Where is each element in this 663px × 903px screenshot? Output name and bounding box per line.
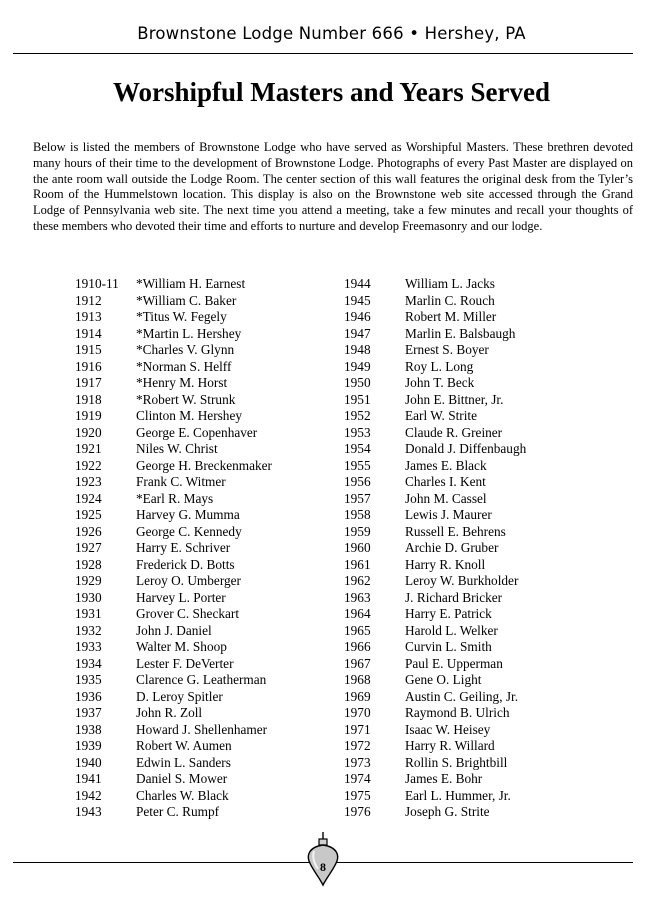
master-name: Robert W. Aumen [136,738,232,753]
master-year: 1947 [344,325,371,341]
master-year: 1912 [75,292,102,308]
master-row [75,689,272,706]
master-year: 1930 [75,589,102,605]
master-name: Leroy W. Burkholder [405,573,519,588]
master-row [75,755,272,772]
master-name: Donald J. Diffenbaugh [405,441,527,456]
master-row [344,722,526,739]
master-name: John E. Bittner, Jr. [405,391,504,407]
master-row [75,540,272,557]
master-year: 1942 [75,787,102,803]
master-name: *Titus W. Fegely [136,309,227,324]
master-year: 1922 [75,457,102,473]
master-name: John R. Zoll [136,705,203,720]
master-name: *William H. Earnest [136,276,246,291]
master-year: 1968 [344,672,371,687]
master-year: 1925 [75,507,102,522]
master-year: 1975 [344,787,371,803]
master-name: George C. Kennedy [136,523,242,539]
master-name: Paul E. Upperman [405,655,503,671]
master-row [344,755,526,772]
master-year: 1918 [75,391,102,407]
master-row [344,425,526,442]
master-year: 1916 [75,358,102,374]
master-row [344,392,526,409]
master-name: Archie D. Gruber [405,540,499,555]
master-row [75,491,272,508]
master-row [344,639,526,656]
master-year: 1960 [344,540,371,555]
master-row [75,639,272,656]
master-row [344,309,526,326]
master-row [344,359,526,376]
master-year: 1961 [344,556,371,572]
master-row [75,705,272,722]
master-row [344,507,526,524]
master-row [344,738,526,755]
master-row [344,326,526,343]
master-row [344,375,526,392]
master-year: 1917 [75,375,102,390]
master-name: James E. Bohr [405,771,483,786]
master-year: 1939 [75,738,102,753]
master-year: 1969 [344,688,371,704]
master-name: William L. Jacks [405,276,495,291]
master-name: *William C. Baker [136,292,237,308]
master-name: Russell E. Behrens [405,523,506,539]
master-name: Austin C. Geiling, Jr. [405,688,519,704]
master-name: Walter M. Shoop [136,639,227,654]
master-name: Marlin C. Rouch [405,292,495,308]
master-year: 1915 [75,342,102,357]
master-row [344,342,526,359]
master-name: *Norman S. Helff [136,358,232,374]
master-row [344,573,526,590]
plumb-bob-icon [300,831,346,887]
master-name: *Henry M. Horst [136,375,228,390]
master-name: Frederick D. Botts [136,556,235,572]
master-year: 1967 [344,655,371,671]
master-row [75,276,272,293]
master-row [75,722,272,739]
master-name: Clarence G. Leatherman [136,672,267,687]
master-row [344,524,526,541]
master-year: 1924 [75,490,102,506]
master-year: 1950 [344,375,371,390]
master-year: 1964 [344,606,371,621]
master-year: 1932 [75,622,102,638]
master-year: 1920 [75,424,102,440]
master-row [344,672,526,689]
master-year: 1949 [344,358,371,374]
master-year: 1927 [75,540,102,555]
master-row [344,804,526,821]
master-year: 1914 [75,325,102,341]
master-row [75,342,272,359]
master-year: 1952 [344,408,371,423]
master-year: 1951 [344,391,371,407]
master-name: George E. Copenhaver [136,424,258,440]
master-row [75,408,272,425]
master-year: 1919 [75,408,102,423]
header-rule [13,53,633,54]
master-name: Earl L. Hummer, Jr. [405,787,511,803]
master-row [75,524,272,541]
master-year: 1974 [344,771,371,786]
master-row [344,276,526,293]
master-row [75,326,272,343]
master-row [75,573,272,590]
master-name: Niles W. Christ [136,441,218,456]
master-name: Harry R. Willard [405,738,495,753]
master-name: Harold L. Welker [405,622,498,638]
master-name: Harry E. Patrick [405,606,492,621]
master-year: 1913 [75,309,102,324]
master-row [75,606,272,623]
master-name: Isaac W. Heisey [405,721,491,737]
master-name: Harvey G. Mumma [136,507,240,522]
master-row [344,441,526,458]
master-year: 1962 [344,573,371,588]
master-year: 1921 [75,441,102,456]
master-name: Harvey L. Porter [136,589,226,605]
master-row [75,309,272,326]
master-name: Robert M. Miller [405,309,497,324]
master-year: 1966 [344,639,371,654]
master-year: 1953 [344,424,371,440]
master-year: 1935 [75,672,102,687]
master-row [75,359,272,376]
master-row [344,474,526,491]
master-row [75,672,272,689]
master-year: 1928 [75,556,102,572]
master-year: 1959 [344,523,371,539]
master-name: Curvin L. Smith [405,639,492,654]
master-year: 1955 [344,457,371,473]
master-name: George H. Breckenmaker [136,457,272,473]
master-name: Charles I. Kent [405,474,486,489]
master-name: Raymond B. Ulrich [405,705,510,720]
master-year: 1923 [75,474,102,489]
master-row [75,425,272,442]
master-row [344,656,526,673]
master-row [344,590,526,607]
intro-paragraph: Below is listed the members of Brownstone Lodge who have served as Worshipful Masters. These brethren devoted many hours of their time to the development of Brownstone Lodge. Photographs of every Past Master are displayed on the ante room wall outside the Lodge Room. The center section of this wall features the original desk from the Tyler’s Room of the Hummelstown location. This display is also on the Brownstone web site accessed through the Grand Lodge of Pennsylvania web site. The next time you attend a meeting, take a few minutes and recall your thoughts of these members who devoted their time and efforts to nurture and develop Freemasonry and our lodge. [33,140,633,233]
master-row [75,557,272,574]
master-name: Leroy O. Umberger [136,573,241,588]
master-name: Daniel S. Mower [136,771,228,786]
master-row [344,771,526,788]
master-name: Rollin S. Brightbill [405,754,508,770]
master-name: *Robert W. Strunk [136,391,236,407]
master-name: Edwin L. Sanders [136,754,231,770]
master-name: Lester F. DeVerter [136,655,234,671]
master-row [75,590,272,607]
master-year: 1972 [344,738,371,753]
master-name: James E. Black [405,457,487,473]
master-name: *Martin L. Hershey [136,325,242,341]
master-year: 1958 [344,507,371,522]
master-row [344,540,526,557]
master-year: 1929 [75,573,102,588]
master-year: 1944 [344,276,371,291]
master-year: 1957 [344,490,371,506]
page-header: Brownstone Lodge Number 666 • Hershey, PA [137,24,526,43]
master-name: Earl W. Strite [405,408,478,423]
master-row [75,441,272,458]
master-year: 1933 [75,639,102,654]
master-row [75,656,272,673]
masters-list-right [344,276,526,821]
master-year: 1954 [344,441,371,456]
master-row [75,458,272,475]
master-name: John M. Cassel [405,490,487,506]
master-year: 1970 [344,705,371,720]
master-name: Howard J. Shellenhamer [136,721,268,737]
page-title: Worshipful Masters and Years Served [113,77,550,107]
master-row [344,557,526,574]
master-row [344,788,526,805]
master-year: 1965 [344,622,371,638]
master-year: 1963 [344,589,371,605]
master-name: Roy L. Long [405,358,474,374]
master-year: 1934 [75,655,102,671]
master-year: 1938 [75,721,102,737]
master-row [344,606,526,623]
master-row [344,689,526,706]
master-year: 1948 [344,342,371,357]
master-name: Gene O. Light [405,672,482,687]
master-row [344,408,526,425]
master-year: 1946 [344,309,371,324]
master-name: D. Leroy Spitler [136,688,223,704]
master-name: Grover C. Sheckart [136,606,240,621]
master-row [75,738,272,755]
master-row [75,392,272,409]
master-name: *Charles V. Glynn [136,342,235,357]
page-number: 8 [320,860,326,874]
master-name: John J. Daniel [136,622,212,638]
master-name: Peter C. Rumpf [136,804,220,819]
master-name: Harry E. Schriver [136,540,231,555]
master-year: 1931 [75,606,102,621]
master-name: Joseph G. Strite [405,804,490,819]
master-name: Clinton M. Hershey [136,408,242,423]
master-year: 1945 [344,292,371,308]
master-row [75,771,272,788]
master-row [75,623,272,640]
master-name: Lewis J. Maurer [405,507,492,522]
master-row [344,623,526,640]
master-row [75,474,272,491]
master-year: 1941 [75,771,102,786]
master-name: John T. Beck [405,375,475,390]
master-row [75,507,272,524]
master-name: Marlin E. Balsbaugh [405,325,516,341]
master-row [75,788,272,805]
master-year: 1936 [75,688,102,704]
master-row [75,293,272,310]
master-name: *Earl R. Mays [136,490,214,506]
master-year: 1926 [75,523,102,539]
master-name: Charles W. Black [136,787,229,803]
master-year: 1971 [344,721,371,737]
master-year: 1940 [75,754,102,770]
master-year: 1910-11 [75,276,119,291]
master-row [344,705,526,722]
master-row [75,375,272,392]
masters-list-left [75,276,272,821]
master-name: J. Richard Bricker [405,589,503,605]
master-year: 1976 [344,804,371,819]
master-year: 1956 [344,474,371,489]
master-row [75,804,272,821]
master-name: Harry R. Knoll [405,556,486,572]
master-row [344,458,526,475]
master-year: 1973 [344,754,371,770]
master-row [344,293,526,310]
master-name: Frank C. Witmer [136,474,226,489]
master-year: 1937 [75,705,102,720]
master-name: Claude R. Greiner [405,424,503,440]
master-row [344,491,526,508]
master-name: Ernest S. Boyer [405,342,489,357]
master-year: 1943 [75,804,102,819]
